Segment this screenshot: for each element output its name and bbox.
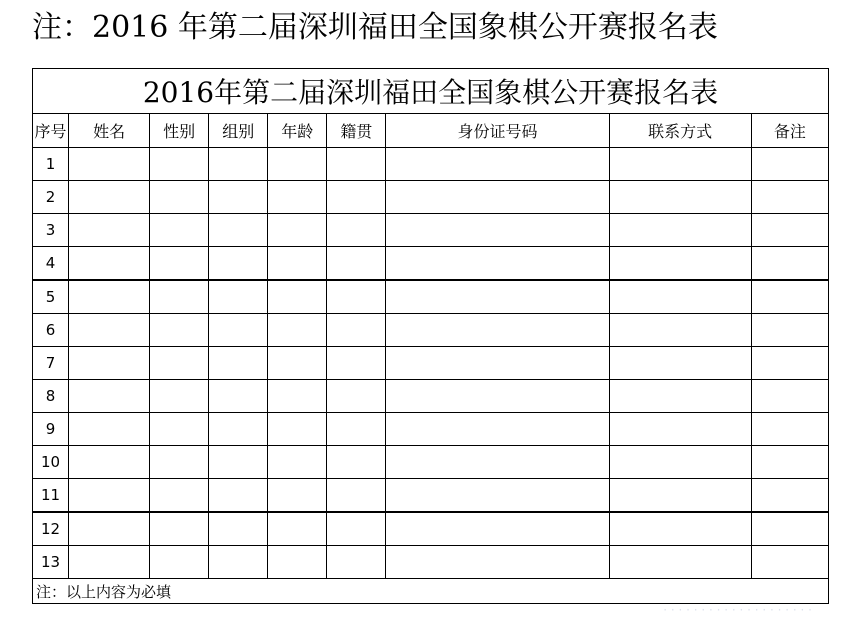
cell-group[interactable]	[209, 546, 268, 579]
header-native-place: 籍贯	[327, 114, 386, 148]
cell-name[interactable]	[69, 247, 150, 281]
cell-age[interactable]	[268, 280, 327, 314]
cell-gender[interactable]	[150, 479, 209, 513]
cell-contact[interactable]	[609, 148, 751, 181]
table-row	[33, 512, 829, 546]
cell-remarks[interactable]	[751, 148, 828, 181]
cell-name[interactable]	[69, 446, 150, 479]
cell-gender[interactable]	[150, 413, 209, 446]
header-id-number: 身份证号码	[386, 114, 609, 148]
page-heading: 注：2016 年第二届深圳福田全国象棋公开赛报名表	[32, 10, 718, 45]
cell-name[interactable]	[69, 380, 150, 413]
cell-serial-number: 8	[33, 380, 69, 413]
form-title-row	[33, 69, 829, 114]
cell-serial-number: 2	[33, 181, 69, 214]
cell-id-number[interactable]	[386, 148, 609, 181]
cell-serial-number: 12	[33, 512, 69, 546]
cell-group[interactable]	[209, 479, 268, 513]
cell-serial-number: 3	[33, 214, 69, 247]
cell-name[interactable]	[69, 479, 150, 513]
cell-group[interactable]	[209, 314, 268, 347]
cell-contact[interactable]	[609, 280, 751, 314]
table-row	[33, 380, 829, 413]
table-row	[33, 148, 829, 181]
cell-name[interactable]	[69, 512, 150, 546]
cell-native-place[interactable]	[327, 314, 386, 347]
cell-native-place[interactable]	[327, 214, 386, 247]
registration-form-table	[32, 68, 829, 604]
cell-age[interactable]	[268, 347, 327, 380]
cell-contact[interactable]	[609, 314, 751, 347]
cell-contact[interactable]	[609, 446, 751, 479]
cell-gender[interactable]	[150, 314, 209, 347]
cell-contact[interactable]	[609, 479, 751, 513]
table-row	[33, 546, 829, 579]
cell-id-number[interactable]	[386, 546, 609, 579]
table-row	[33, 413, 829, 446]
cell-native-place[interactable]	[327, 413, 386, 446]
cell-group[interactable]	[209, 512, 268, 546]
cell-serial-number: 10	[33, 446, 69, 479]
cell-serial-number: 7	[33, 347, 69, 380]
header-name: 姓名	[69, 114, 150, 148]
cell-remarks[interactable]	[751, 347, 828, 380]
cell-remarks[interactable]	[751, 479, 828, 513]
cell-native-place[interactable]	[327, 148, 386, 181]
cell-group[interactable]	[209, 148, 268, 181]
cell-native-place[interactable]	[327, 181, 386, 214]
required-note: 注：以上内容为必填	[33, 579, 829, 604]
note-row	[33, 579, 829, 604]
cell-age[interactable]	[268, 512, 327, 546]
column-header-row	[33, 114, 829, 148]
cell-contact[interactable]	[609, 546, 751, 579]
cell-serial-number: 5	[33, 280, 69, 314]
cell-serial-number: 11	[33, 479, 69, 513]
cell-age[interactable]	[268, 380, 327, 413]
cell-gender[interactable]	[150, 214, 209, 247]
cell-gender[interactable]	[150, 347, 209, 380]
cell-remarks[interactable]	[751, 280, 828, 314]
cell-serial-number: 4	[33, 247, 69, 281]
header-serial-number: 序号	[33, 114, 69, 148]
cell-id-number[interactable]	[386, 512, 609, 546]
cell-id-number[interactable]	[386, 280, 609, 314]
cell-gender[interactable]	[150, 181, 209, 214]
cell-age[interactable]	[268, 181, 327, 214]
cell-contact[interactable]	[609, 512, 751, 546]
cell-age[interactable]	[268, 148, 327, 181]
cell-id-number[interactable]	[386, 181, 609, 214]
table-row	[33, 446, 829, 479]
cell-age[interactable]	[268, 247, 327, 281]
cell-serial-number: 6	[33, 314, 69, 347]
cell-group[interactable]	[209, 214, 268, 247]
cell-group[interactable]	[209, 380, 268, 413]
cell-id-number[interactable]	[386, 479, 609, 513]
cell-gender[interactable]	[150, 380, 209, 413]
cell-contact[interactable]	[609, 347, 751, 380]
cell-contact[interactable]	[609, 214, 751, 247]
cell-remarks[interactable]	[751, 314, 828, 347]
cell-name[interactable]	[69, 314, 150, 347]
cell-group[interactable]	[209, 181, 268, 214]
cell-id-number[interactable]	[386, 446, 609, 479]
table-row	[33, 247, 829, 281]
table-row	[33, 214, 829, 247]
faint-watermark: · · · · · · · · · · · · · · · · · · · ·	[663, 603, 812, 617]
cell-name[interactable]	[69, 546, 150, 579]
cell-name[interactable]	[69, 148, 150, 181]
cell-group[interactable]	[209, 413, 268, 446]
cell-contact[interactable]	[609, 380, 751, 413]
cell-name[interactable]	[69, 347, 150, 380]
cell-native-place[interactable]	[327, 512, 386, 546]
cell-native-place[interactable]	[327, 380, 386, 413]
cell-remarks[interactable]	[751, 446, 828, 479]
cell-contact[interactable]	[609, 413, 751, 446]
form-title: 2016年第二届深圳福田全国象棋公开赛报名表	[33, 69, 829, 114]
cell-remarks[interactable]	[751, 247, 828, 281]
cell-gender[interactable]	[150, 446, 209, 479]
table-row	[33, 181, 829, 214]
cell-gender[interactable]	[150, 546, 209, 579]
cell-serial-number: 9	[33, 413, 69, 446]
cell-remarks[interactable]	[751, 512, 828, 546]
cell-remarks[interactable]	[751, 546, 828, 579]
cell-group[interactable]	[209, 347, 268, 380]
cell-remarks[interactable]	[751, 181, 828, 214]
cell-group[interactable]	[209, 280, 268, 314]
cell-group[interactable]	[209, 247, 268, 281]
cell-age[interactable]	[268, 413, 327, 446]
cell-age[interactable]	[268, 479, 327, 513]
cell-gender[interactable]	[150, 280, 209, 314]
cell-serial-number: 1	[33, 148, 69, 181]
cell-name[interactable]	[69, 413, 150, 446]
cell-id-number[interactable]	[386, 314, 609, 347]
cell-group[interactable]	[209, 446, 268, 479]
cell-remarks[interactable]	[751, 413, 828, 446]
cell-gender[interactable]	[150, 247, 209, 281]
header-group: 组别	[209, 114, 268, 148]
cell-name[interactable]	[69, 280, 150, 314]
cell-contact[interactable]	[609, 247, 751, 281]
table-row	[33, 314, 829, 347]
cell-serial-number: 13	[33, 546, 69, 579]
cell-id-number[interactable]	[386, 413, 609, 446]
cell-native-place[interactable]	[327, 546, 386, 579]
cell-age[interactable]	[268, 446, 327, 479]
table-row	[33, 347, 829, 380]
cell-native-place[interactable]	[327, 479, 386, 513]
cell-name[interactable]	[69, 214, 150, 247]
cell-id-number[interactable]	[386, 214, 609, 247]
cell-id-number[interactable]	[386, 247, 609, 281]
cell-name[interactable]	[69, 181, 150, 214]
header-gender: 性别	[150, 114, 209, 148]
table-row	[33, 280, 829, 314]
cell-native-place[interactable]	[327, 347, 386, 380]
cell-age[interactable]	[268, 214, 327, 247]
cell-native-place[interactable]	[327, 446, 386, 479]
table-row	[33, 479, 829, 513]
cell-gender[interactable]	[150, 148, 209, 181]
header-contact: 联系方式	[609, 114, 751, 148]
header-remarks: 备注	[751, 114, 828, 148]
cell-remarks[interactable]	[751, 214, 828, 247]
header-age: 年龄	[268, 114, 327, 148]
cell-id-number[interactable]	[386, 380, 609, 413]
cell-native-place[interactable]	[327, 280, 386, 314]
cell-gender[interactable]	[150, 512, 209, 546]
cell-age[interactable]	[268, 314, 327, 347]
cell-native-place[interactable]	[327, 247, 386, 281]
cell-age[interactable]	[268, 546, 327, 579]
cell-id-number[interactable]	[386, 347, 609, 380]
cell-remarks[interactable]	[751, 380, 828, 413]
cell-contact[interactable]	[609, 181, 751, 214]
